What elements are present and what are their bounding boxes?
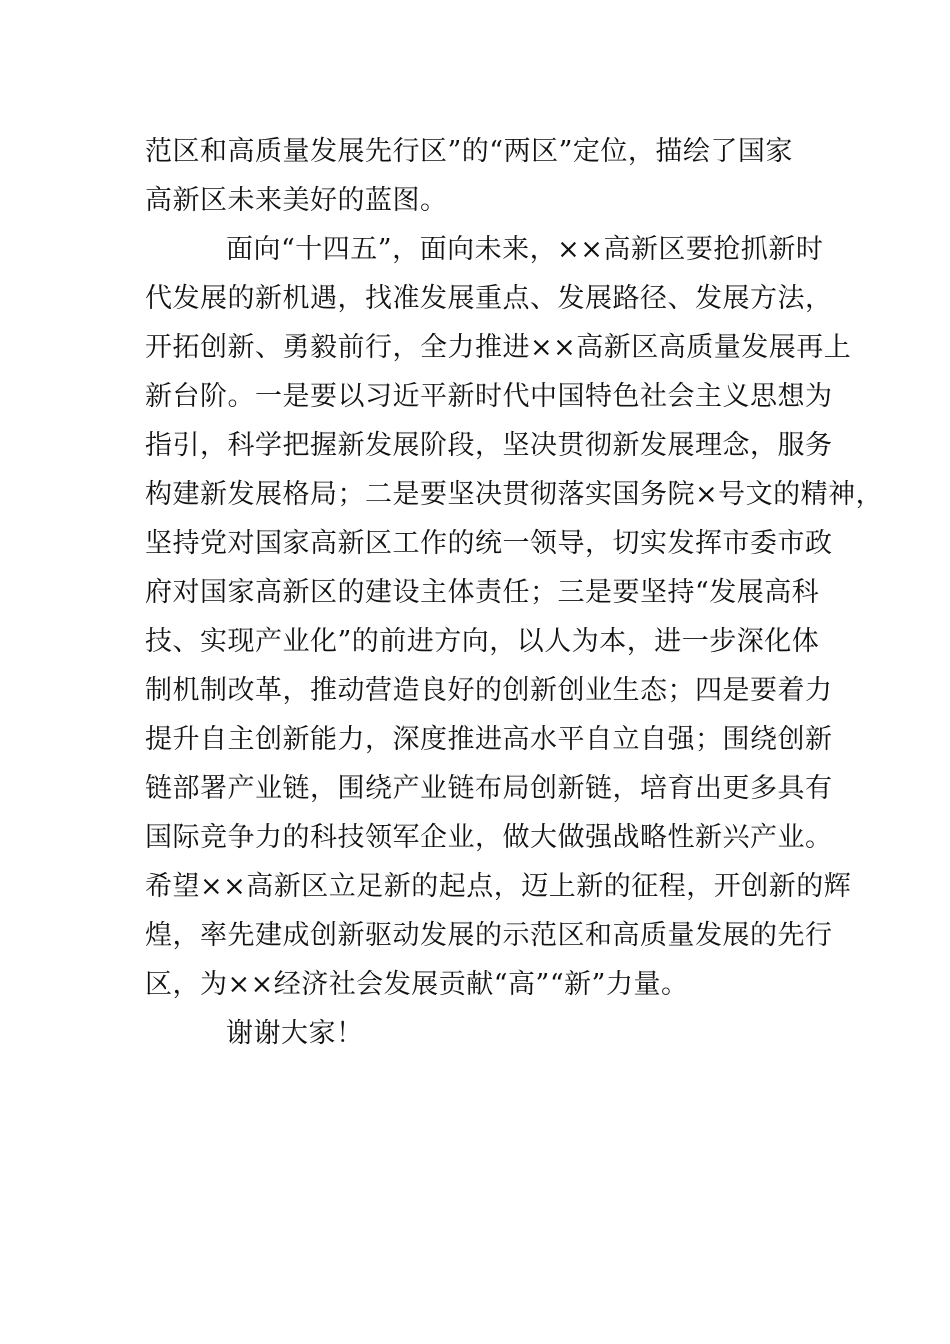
text-line: 坚持党对国家高新区工作的统一领导，切实发挥市委市政: [145, 528, 833, 559]
text-line: 区，为××经济社会发展贡献“高”“新”力量。: [145, 969, 689, 1000]
text-line: 国际竞争力的科技领军企业，做大做强战略性新兴产业。: [145, 822, 833, 853]
paragraph-first-line: 面向“十四五”，面向未来，××高新区要抢抓新时: [226, 234, 824, 265]
text-line: 提升自主创新能力，深度推进高水平自立自强；围绕创新: [145, 724, 833, 755]
text-line: 制机制改革，推动营造良好的创新创业生态；四是要着力: [145, 675, 833, 706]
text-line: 高新区未来美好的蓝图。: [145, 185, 448, 216]
text-line: 范区和高质量发展先行区”的“两区”定位，描绘了国家: [145, 136, 793, 167]
text-line: 技、实现产业化”的前进方向，以人为本，进一步深化体: [145, 626, 820, 657]
text-line: 指引，科学把握新发展阶段，坚决贯彻新发展理念，服务: [145, 430, 833, 461]
text-line: 代发展的新机遇，找准发展重点、发展路径、发展方法，: [145, 283, 833, 314]
closing-line: 谢谢大家！: [226, 1018, 364, 1049]
text-line: 链部署产业链，围绕产业链布局创新链，培育出更多具有: [145, 773, 833, 804]
text-line: 开拓创新、勇毅前行，全力推进××高新区高质量发展再上: [145, 332, 852, 363]
text-line: 希望××高新区立足新的起点，迈上新的征程，开创新的辉: [145, 871, 852, 902]
text-line: 构建新发展格局；二是要坚决贯彻落实国务院×号文的精神，: [145, 479, 884, 510]
text-line: 煌，率先建成创新驱动发展的示范区和高质量发展的先行: [145, 920, 833, 951]
text-line: 府对国家高新区的建设主体责任；三是要坚持“发展高科: [145, 577, 820, 608]
text-line: 新台阶。一是要以习近平新时代中国特色社会主义思想为: [145, 381, 833, 412]
